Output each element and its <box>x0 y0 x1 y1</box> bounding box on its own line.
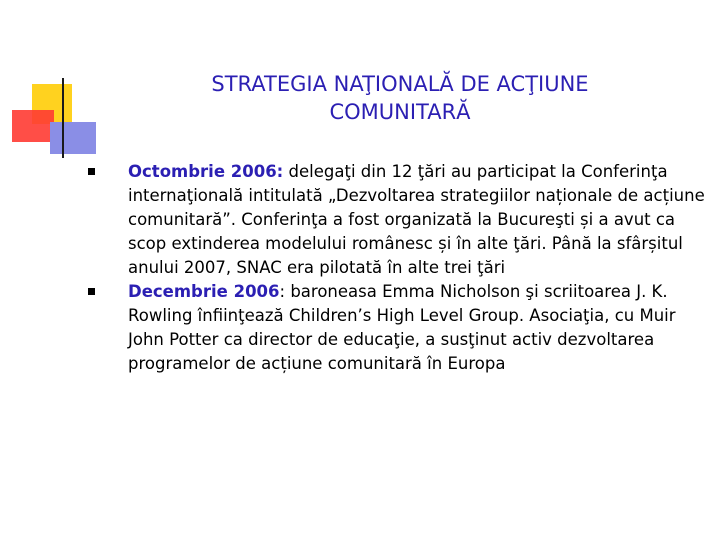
list-item <box>108 280 708 376</box>
bullet-square-icon <box>88 168 95 175</box>
list-item <box>108 160 708 280</box>
page-title <box>120 70 680 126</box>
bullet-square-icon <box>88 288 95 295</box>
bullet-text: : baroneasa Emma Nicholson şi scriitoarea J. K. Rowling înfiinţează Children’s High Level Group. Asociaţia, cu Muir John Potter ca director de educaţie, a susţinut activ dezvoltarea programelor de acțiune comunitară în Europa <box>128 282 676 373</box>
title-decoration <box>0 0 110 170</box>
title-line-2: COMUNITARĂ <box>329 100 471 124</box>
bullet-text: delegaţi din 12 ţări au participat la Conferinţa internaţională intitulată „Dezvoltarea strategiilor naționale de acțiune comunitară”. Conferinţa a fost organizată la Bucureşti și a avut ca scop extinderea modelului românesc și în alte ţări. Până la sfârșitul anului 2007, SNAC era pilotată în alte trei ţări <box>128 162 705 277</box>
bullet-date-label: Octombrie 2006: <box>128 162 284 181</box>
bullet-list <box>108 160 708 376</box>
red-square-decoration <box>12 110 54 142</box>
blue-square-decoration <box>50 122 96 154</box>
title-line-1: STRATEGIA NAŢIONALĂ DE ACŢIUNE <box>211 72 589 96</box>
bullet-date-label: Decembrie 2006 <box>128 282 280 301</box>
vertical-rule <box>62 78 64 158</box>
